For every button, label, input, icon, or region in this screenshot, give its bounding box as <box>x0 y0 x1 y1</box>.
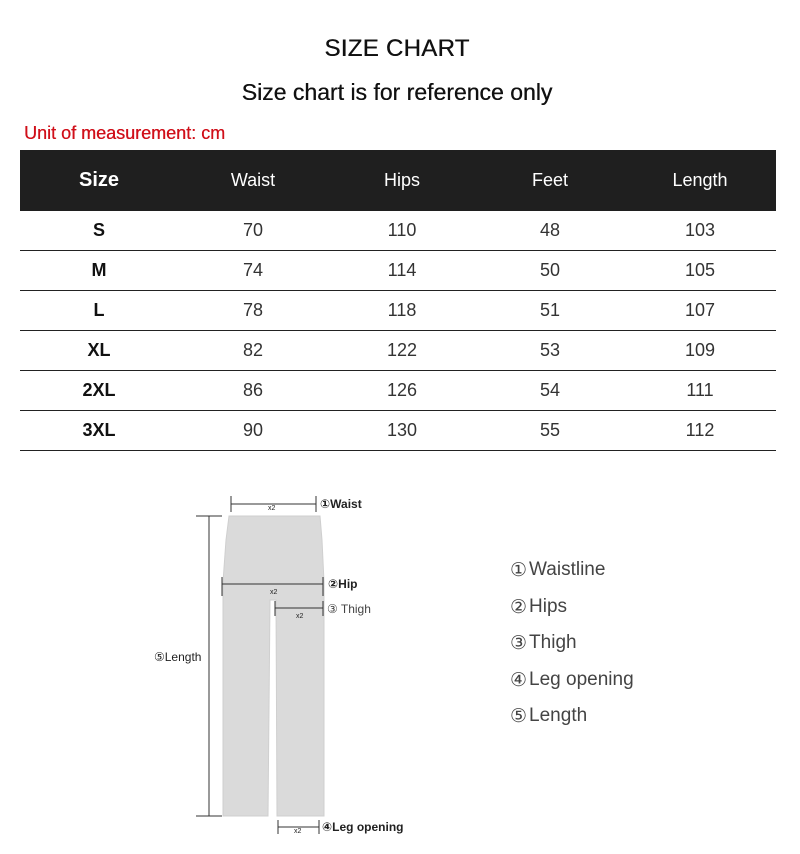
legend-number: ④ <box>510 669 528 691</box>
header-length: Length <box>624 150 776 211</box>
size-cell: S <box>20 211 178 251</box>
page-title: SIZE CHART <box>324 35 470 62</box>
legend-label: Hips <box>529 595 568 617</box>
waist-cell: 82 <box>178 331 328 371</box>
unit-label: Unit of measurement: cm <box>24 123 226 143</box>
leg-opening-multiplier: x2 <box>294 828 302 835</box>
table-row <box>20 371 776 411</box>
diagram-thigh-label: ③ Thigh <box>327 602 371 616</box>
table-row <box>20 211 776 251</box>
header-size: Size <box>20 150 178 211</box>
page-subtitle: Size chart is for reference only <box>241 79 553 105</box>
header-waist: Waist <box>178 150 328 211</box>
legend-number: ⑤ <box>510 706 528 727</box>
feet-cell: 50 <box>476 251 624 291</box>
size-cell: L <box>20 291 178 331</box>
legend-number: ③ <box>510 633 528 654</box>
hip-multiplier: x2 <box>270 589 278 596</box>
size-cell: 2XL <box>20 371 178 411</box>
pants-silhouette <box>223 516 324 816</box>
hips-cell: 122 <box>328 331 476 371</box>
legend-label: Waistline <box>529 559 606 580</box>
header-hips: Hips <box>328 150 476 211</box>
thigh-multiplier: x2 <box>296 613 304 620</box>
legend-item <box>510 596 634 633</box>
size-table <box>20 150 776 451</box>
size-cell: 3XL <box>20 411 178 451</box>
diagram-waist-label: ①Waist <box>320 497 362 511</box>
feet-cell: 48 <box>476 211 624 251</box>
diagram-hip-label: ②Hip <box>328 577 358 591</box>
legend-number: ② <box>510 596 528 618</box>
table-row <box>20 411 776 451</box>
feet-cell: 51 <box>476 291 624 331</box>
hips-cell: 114 <box>328 251 476 291</box>
hips-cell: 130 <box>328 411 476 451</box>
size-cell: XL <box>20 331 178 371</box>
length-cell: 109 <box>624 331 776 371</box>
length-cell: 105 <box>624 251 776 291</box>
table-header-row <box>20 150 776 211</box>
table-row <box>20 331 776 371</box>
legend-item <box>510 669 634 706</box>
waist-cell: 70 <box>178 211 328 251</box>
legend-item <box>510 632 634 669</box>
legend-label: Leg opening <box>529 668 634 690</box>
header-feet: Feet <box>476 150 624 211</box>
waist-cell: 78 <box>178 291 328 331</box>
waist-cell: 86 <box>178 371 328 411</box>
length-cell: 107 <box>624 291 776 331</box>
pants-measurement-diagram <box>0 480 800 854</box>
size-cell: M <box>20 251 178 291</box>
legend-label: Length <box>529 705 588 726</box>
length-cell: 112 <box>624 411 776 451</box>
diagram-length-label: ⑤Length <box>154 650 202 664</box>
table-row <box>20 291 776 331</box>
diagram-leg-opening-label: ④Leg opening <box>322 820 404 834</box>
feet-cell: 55 <box>476 411 624 451</box>
waist-cell: 90 <box>178 411 328 451</box>
cropped-text-strip <box>0 0 800 10</box>
legend-label: Thigh <box>529 632 577 653</box>
legend-item <box>510 559 634 596</box>
measurement-legend <box>510 559 634 742</box>
length-cell: 111 <box>624 371 776 411</box>
hips-cell: 118 <box>328 291 476 331</box>
waist-multiplier: x2 <box>268 505 276 512</box>
table-row <box>20 251 776 291</box>
feet-cell: 53 <box>476 331 624 371</box>
legend-item <box>510 705 634 742</box>
legend-number: ① <box>510 560 528 581</box>
hips-cell: 110 <box>328 211 476 251</box>
feet-cell: 54 <box>476 371 624 411</box>
length-cell: 103 <box>624 211 776 251</box>
waist-cell: 74 <box>178 251 328 291</box>
hips-cell: 126 <box>328 371 476 411</box>
